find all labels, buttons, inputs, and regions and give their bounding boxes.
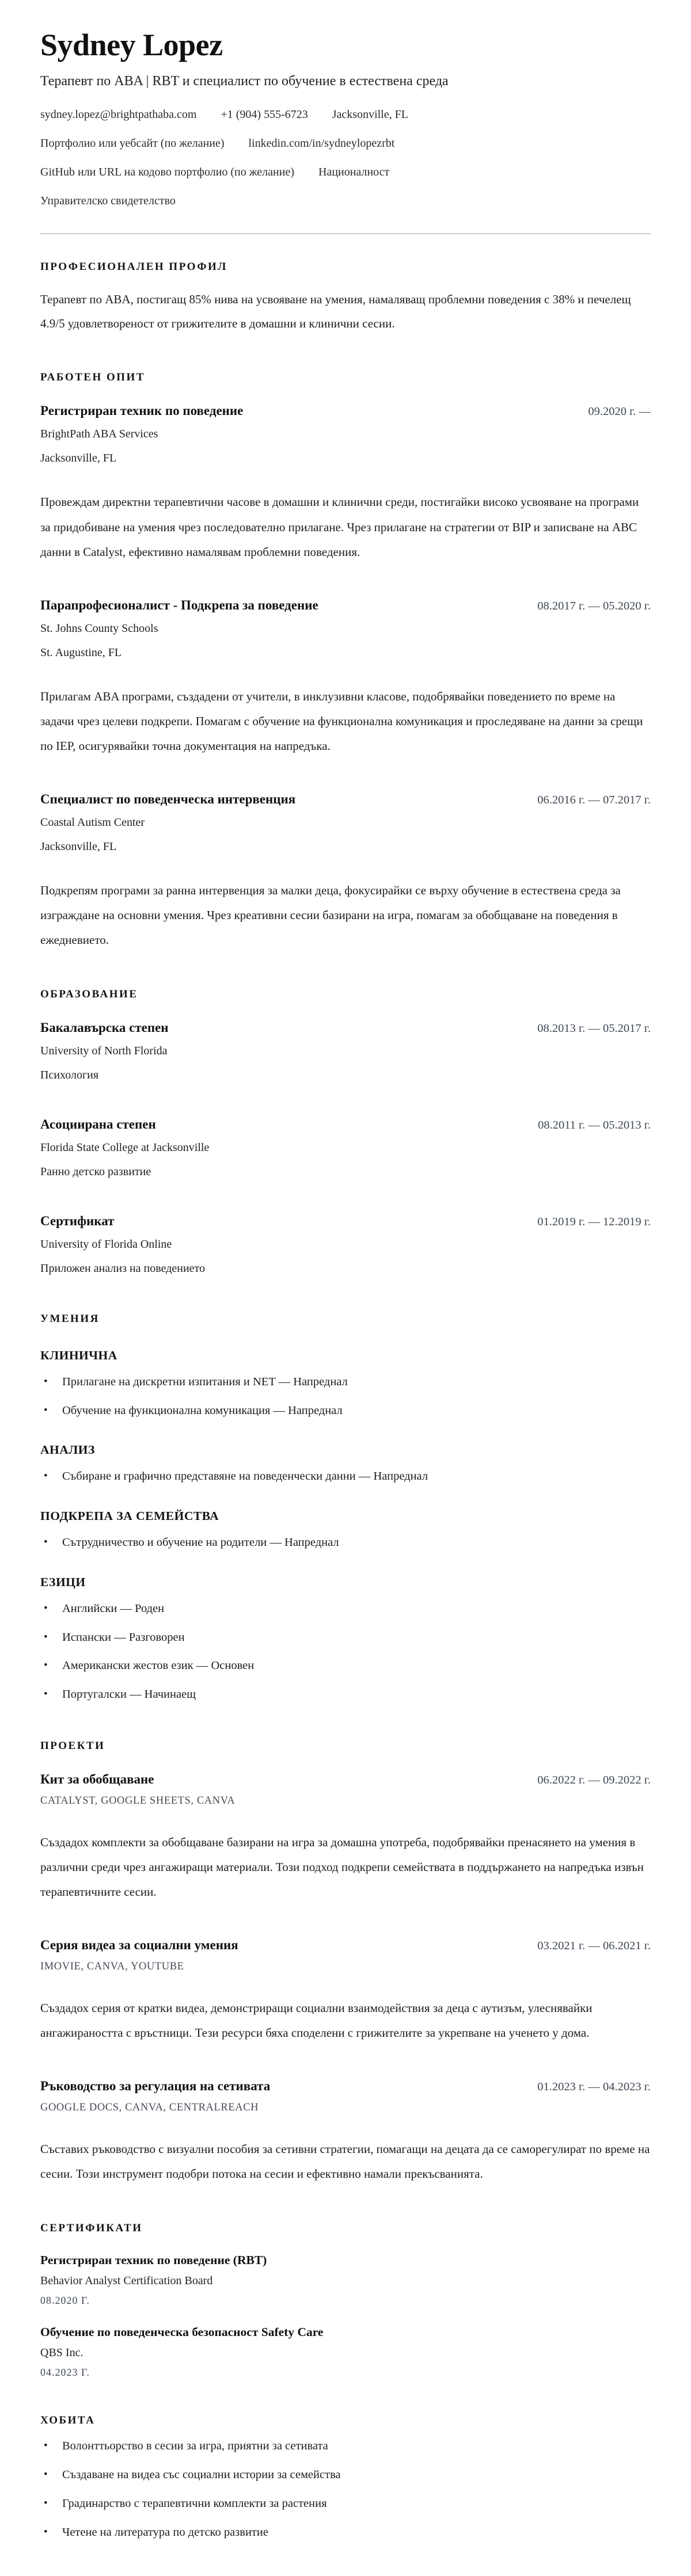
project-dates: 03.2021 г. — 06.2021 г. (537, 1939, 651, 1953)
project-entry (40, 1938, 651, 2045)
email-text: sydney.lopez@brightpathaba.com (40, 108, 197, 121)
section-projects (40, 1740, 651, 2186)
job-description: Прилагам ABA програми, създадени от учители, в инклузивни класове, подобрявайки поведението по време на задачи чрез целеви подкрепи. Помагам с обучение на функционална комуникация и проследяване на данни за срещи по IEP, осигурявайки точна документация на напредъка. (40, 689, 643, 753)
project-tools: GOOGLE DOCS, CANVA, CENTRALREACH (40, 2102, 259, 2114)
hobby-item: • Градинарство с терапевтични комплекти за растения (40, 2495, 651, 2513)
hobby-item: • Създаване на видеа със социални истории за семейства (40, 2466, 651, 2484)
job-company: Coastal Autism Center (40, 816, 145, 829)
field-of-study: Приложен анализ на поведението (40, 1262, 206, 1275)
contact-row (40, 193, 651, 209)
job-dates: 09.2020 г. — (588, 405, 651, 418)
job-entry (40, 403, 651, 564)
education-heading: ОБРАЗОВАНИЕ (40, 988, 138, 1000)
section-education (40, 988, 651, 1277)
skill-group-name: АНАЛИЗ (40, 1443, 95, 1457)
education-dates: 01.2019 г. — 12.2019 г. (537, 1215, 651, 1228)
certificates-heading: СЕРТИФИКАТИ (40, 2222, 143, 2235)
location-text: Jacksonville, FL (332, 108, 408, 121)
hobby-item: • Четене на литература по детско развитие (40, 2524, 651, 2542)
education-entry-head (40, 1020, 651, 1035)
education-dates: 08.2013 г. — 05.2017 г. (537, 1022, 651, 1035)
job-entry-head (40, 403, 651, 418)
skill-item: • Прилагане на дискретни изпитания и NET — Напреднал (40, 1373, 651, 1392)
certificate-issuer: Behavior Analyst Certification Board (40, 2274, 213, 2288)
section-profile (40, 261, 651, 336)
language-item: • Английски — Роден (40, 1600, 651, 1618)
skill-item: • Обучение на функционална комуникация — Напреднал (40, 1402, 651, 1420)
certificate-entry (40, 2325, 651, 2379)
resume-header (40, 28, 651, 234)
certificate-entry (40, 2253, 651, 2307)
job-title: Специалист по поведенческа интервенция (40, 791, 296, 806)
job-title: Парапрофесионалист - Подкрепа за поведение (40, 597, 318, 612)
project-title: Серия видеа за социални умения (40, 1938, 238, 1953)
education-entry-head (40, 1117, 651, 1132)
project-tools: CATALYST, GOOGLE SHEETS, CANVA (40, 1795, 236, 1807)
language-item: • Испански — Разговорен (40, 1629, 651, 1647)
language-item: • Португалски — Начинаещ (40, 1686, 651, 1704)
job-dates: 06.2016 г. — 07.2017 г. (537, 793, 651, 806)
section-skills (40, 1313, 651, 1704)
projects-heading: ПРОЕКТИ (40, 1740, 105, 1752)
job-company: St. Johns County Schools (40, 622, 158, 635)
project-description: Съставих ръководство с визуални пособия за сетивни стратегии, помагащи на децата да се саморегулират по време на сесии. Този инструмент подобри потока на сесии и ефективно намали прекъсванията. (40, 2142, 650, 2181)
nationality-label: Националност (318, 166, 390, 179)
education-entry (40, 1214, 651, 1277)
school-name: Florida State College at Jacksonville (40, 1141, 210, 1154)
project-tools: IMOVIE, CANVA, YOUTUBE (40, 1961, 184, 1973)
skill-group-clinical (40, 1348, 651, 1420)
education-entry (40, 1117, 651, 1180)
skill-item: • Сътрудничество и обучение на родители — Напреднал (40, 1534, 651, 1552)
project-entry-head (40, 2079, 651, 2094)
github-label: GitHub или URL на кодово портфолио (по желание) (40, 166, 294, 179)
degree-title: Бакалавърска степен (40, 1020, 169, 1035)
skill-list (40, 1468, 651, 1486)
drivers-license-label: Управителско свидетелство (40, 195, 176, 208)
certificate-date: 08.2020 Г. (40, 2295, 90, 2307)
job-title: Регистриран техник по поведение (40, 403, 244, 418)
candidate-title: Терапевт по ABA | RBT и специалист по обучение в естествена среда (40, 74, 449, 89)
education-dates: 08.2011 г. — 05.2013 г. (538, 1118, 651, 1131)
contact-block (40, 106, 651, 209)
contact-row (40, 106, 651, 123)
skill-group-name: ЕЗИЦИ (40, 1575, 86, 1589)
skill-list (40, 1534, 651, 1552)
job-entry-head (40, 598, 651, 613)
project-description: Създадох серия от кратки видеа, демонстриращи социални взаимодействия за деца с аутизъм, улеснявайки ангажираността с връстници. Тези ресурси бяха споделени с грижителите за укрепване на ученето у дома. (40, 2001, 593, 2040)
school-name: University of Florida Online (40, 1237, 172, 1251)
experience-heading: РАБОТЕН ОПИТ (40, 371, 145, 384)
skill-group-name: КЛИНИЧНА (40, 1348, 117, 1362)
field-of-study: Психология (40, 1068, 99, 1081)
project-title: Кит за обобщаване (40, 1772, 154, 1787)
language-list (40, 1600, 651, 1704)
hobbies-heading: ХОБИТА (40, 2414, 96, 2427)
section-hobbies (40, 2414, 651, 2541)
project-entry-head (40, 1938, 651, 1953)
certificate-title: Регистриран техник по поведение (RBT) (40, 2253, 267, 2268)
project-description: Създадох комплекти за обобщаване базирани на игра за домашна употреба, подобрявайки пренасянето на умения в различни среди чрез ангажиращи материали. Този подход подкрепи семействата в поддържането на напредъка извън терапевтичните сесии. (40, 1835, 644, 1899)
job-location: St. Augustine, FL (40, 646, 122, 659)
project-entry (40, 1772, 651, 1904)
education-entry-head (40, 1214, 651, 1229)
project-dates: 01.2023 г. — 04.2023 г. (537, 2080, 651, 2094)
skills-heading: УМЕНИЯ (40, 1312, 100, 1325)
project-entry-head (40, 1772, 651, 1787)
degree-title: Асоциирана степен (40, 1116, 156, 1131)
hobby-item: • Волонттьорство в сесии за игра, приятни за сетивата (40, 2437, 651, 2456)
phone-text: +1 (904) 555-6723 (221, 108, 308, 121)
contact-row (40, 164, 651, 180)
certificate-title: Обучение по поведенческа безопасност Safety Care (40, 2325, 324, 2339)
portfolio-label: Портфолио или уебсайт (по желание) (40, 137, 225, 150)
skill-group-analysis (40, 1443, 651, 1486)
hobby-list (40, 2437, 651, 2541)
profile-text: Терапевт по ABA, постигащ 85% нива на усвояване на умения, намаляващ проблемни поведения с 38% и печелещ 4.9/5 удовлетвореност от грижителите в домашни и клинични сесии. (40, 292, 631, 331)
header-divider (40, 233, 651, 234)
degree-title: Сертификат (40, 1213, 115, 1228)
project-title: Ръководство за регулация на сетивата (40, 2079, 271, 2094)
profile-heading: ПРОФЕСИОНАЛЕН ПРОФИЛ (40, 261, 227, 273)
section-experience (40, 371, 651, 952)
project-dates: 06.2022 г. — 09.2022 г. (537, 1774, 651, 1787)
skill-list (40, 1373, 651, 1420)
language-item: • Американски жестов език — Основен (40, 1657, 651, 1675)
linkedin-text: linkedin.com/in/sydneylopezrbt (248, 137, 395, 150)
job-location: Jacksonville, FL (40, 840, 117, 853)
job-entry-head (40, 792, 651, 807)
skill-group-languages (40, 1575, 651, 1704)
project-entry (40, 2079, 651, 2186)
job-company: BrightPath ABA Services (40, 428, 158, 441)
job-description: Провеждам директни терапевтични часове в домашни и клинични среди, постигайки високо усвояване на програми за придобиване на умения чрез последователно прилагане. Чрез прилагане на стратегии от BIP и записване на ABC данни в Catalyst, ефективно намалявам проблемни поведения. (40, 495, 639, 559)
certificate-date: 04.2023 Г. (40, 2367, 90, 2379)
job-dates: 08.2017 г. — 05.2020 г. (537, 599, 651, 612)
education-entry (40, 1020, 651, 1084)
candidate-name: Sydney Lopez (40, 28, 223, 62)
contact-row (40, 135, 651, 151)
skill-group-name: ПОДКРЕПА ЗА СЕМЕЙСТВА (40, 1509, 219, 1523)
skill-group-family-support (40, 1509, 651, 1552)
job-entry (40, 792, 651, 952)
job-entry (40, 598, 651, 759)
field-of-study: Ранно детско развитие (40, 1165, 151, 1178)
section-certificates (40, 2222, 651, 2379)
job-description: Подкрепям програми за ранна интервенция за малки деца, фокусирайки се върху обучение в естествена среда за изграждане на основни умения. Чрез креативни сесии базирани на игра, помагам за обобщаване на поведения в ежедневието. (40, 883, 621, 947)
job-location: Jacksonville, FL (40, 452, 117, 465)
certificate-issuer: QBS Inc. (40, 2346, 83, 2360)
school-name: University of North Florida (40, 1044, 168, 1057)
skill-item: • Събиране и графично представяне на поведенчески данни — Напреднал (40, 1468, 651, 1486)
